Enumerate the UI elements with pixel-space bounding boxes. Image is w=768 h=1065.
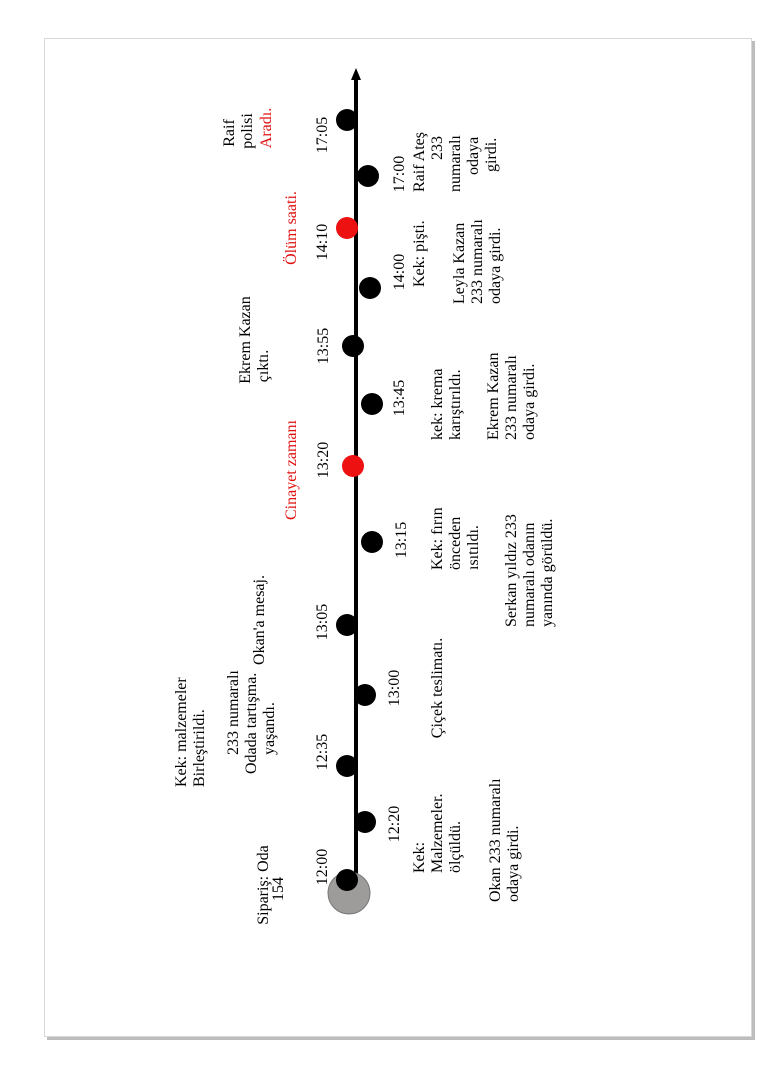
event-note: 154 bbox=[270, 877, 287, 901]
event-note: odaya girdi. bbox=[521, 363, 538, 440]
event-note: Leyla Kazan bbox=[451, 222, 468, 304]
time-label: 13:05 bbox=[314, 603, 331, 641]
event-note: girdi. bbox=[483, 137, 500, 172]
event-marker-1705 bbox=[336, 109, 358, 131]
event-note: 233 numaralı bbox=[503, 355, 520, 440]
event-note: Odada tartışma. bbox=[243, 672, 260, 774]
event-note: Kek: fırın bbox=[429, 507, 446, 570]
time-label: 14:10 bbox=[314, 223, 331, 261]
event-note: Ekrem Kazan bbox=[485, 352, 502, 440]
event-note: polisi bbox=[239, 113, 256, 149]
event-note: Aradı. bbox=[258, 107, 275, 149]
event-note: kek: krema bbox=[429, 368, 446, 440]
event-note: yanında görüldü. bbox=[539, 518, 556, 627]
event-note: Kek: bbox=[411, 841, 428, 873]
event-note: çıktı. bbox=[255, 349, 272, 383]
event-note: odaya girdi. bbox=[487, 227, 504, 304]
time-label: 12:35 bbox=[314, 733, 331, 771]
event-note: Serkan yıldız 233 bbox=[503, 514, 520, 627]
event-note: numaralı odanın bbox=[521, 522, 538, 627]
timeline-arrowhead bbox=[351, 68, 361, 80]
event-note: 233 numaralı bbox=[469, 219, 486, 304]
event-markers bbox=[336, 109, 383, 891]
event-note: Raif Ateş bbox=[411, 132, 428, 192]
event-note: Okan'a mesaj. bbox=[251, 575, 268, 665]
event-note: ısıtıldı. bbox=[465, 525, 482, 570]
event-note: yaşandı. bbox=[261, 702, 278, 755]
time-label: 13:55 bbox=[315, 327, 332, 365]
event-marker-1345 bbox=[361, 393, 383, 415]
event-marker-1315 bbox=[361, 531, 383, 553]
event-note: Ekrem Kazan bbox=[237, 296, 254, 384]
event-note: 233 numaralı bbox=[225, 670, 242, 755]
below-notes bbox=[411, 132, 556, 902]
event-note-key: Cinayet zamanı bbox=[283, 420, 300, 520]
event-marker-1300 bbox=[354, 684, 376, 706]
event-marker-1355 bbox=[342, 335, 364, 357]
event-note: Çiçek teslimatı. bbox=[429, 637, 446, 739]
event-marker-1320 bbox=[342, 455, 364, 477]
event-note: karıştırıldı. bbox=[447, 369, 464, 440]
above-notes bbox=[173, 108, 300, 925]
event-note: önceden bbox=[447, 516, 464, 570]
time-label: 17:05 bbox=[314, 116, 331, 154]
time-label: 13:20 bbox=[315, 441, 332, 479]
event-note: Kek: pişti. bbox=[411, 220, 428, 287]
event-note: ölçüldü. bbox=[447, 821, 464, 873]
event-marker-1200 bbox=[336, 869, 358, 891]
event-note: odaya bbox=[465, 136, 482, 175]
time-label: 13:15 bbox=[393, 521, 410, 559]
event-note: Kek: malzemeler bbox=[173, 677, 190, 787]
time-label: 13:00 bbox=[386, 669, 403, 707]
event-note: numaralı bbox=[447, 135, 464, 192]
time-label: 13:45 bbox=[391, 379, 408, 417]
event-note: Sipariş: Oda bbox=[255, 845, 272, 925]
event-note: Malzemeler. bbox=[429, 793, 446, 873]
event-note: 233 bbox=[429, 136, 446, 160]
time-labels bbox=[314, 117, 410, 885]
event-marker-1700 bbox=[357, 165, 379, 187]
event-marker-1305 bbox=[336, 614, 358, 636]
event-note: Raif bbox=[221, 119, 238, 147]
event-note: odaya girdi. bbox=[505, 825, 522, 902]
time-label: 14:00 bbox=[391, 253, 408, 291]
event-note: Okan 233 numaralı bbox=[487, 778, 504, 902]
event-note: Birleştirildi. bbox=[191, 709, 208, 787]
event-marker-1220 bbox=[354, 811, 376, 833]
event-marker-1410 bbox=[336, 217, 358, 239]
event-marker-1400 bbox=[359, 277, 381, 299]
time-label: 12:20 bbox=[386, 805, 403, 843]
time-label: 17:00 bbox=[391, 155, 408, 193]
event-marker-1235 bbox=[336, 755, 358, 777]
event-note-key: Ölüm saati. bbox=[283, 191, 300, 265]
time-label: 12:00 bbox=[314, 848, 331, 886]
